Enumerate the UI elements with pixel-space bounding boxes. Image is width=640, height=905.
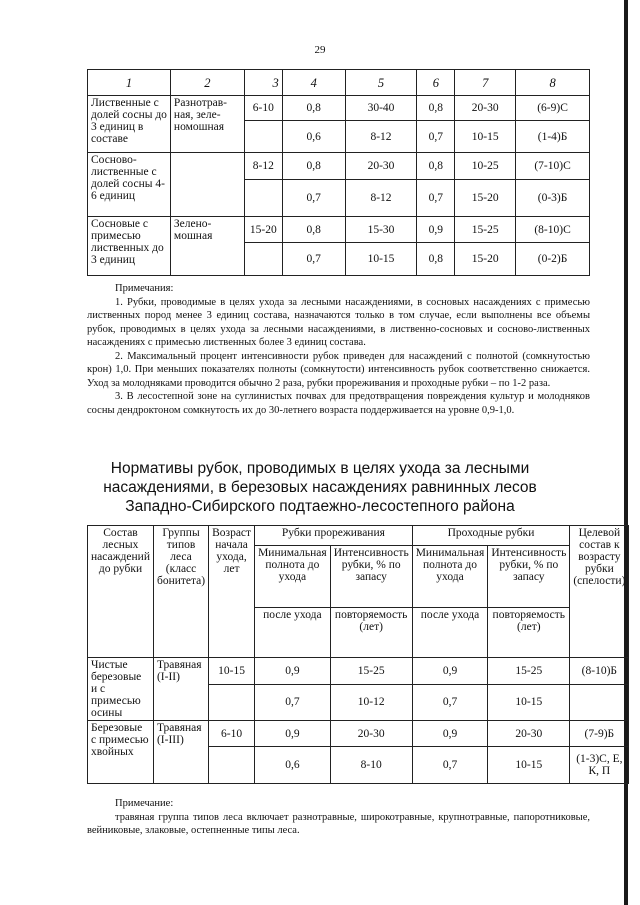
value-cell: 0,8: [282, 217, 345, 243]
forest-type-cell: [170, 153, 244, 217]
value-cell: 0,7: [417, 180, 455, 217]
col-header-7: 7: [455, 70, 516, 96]
header-age: Возраст начала ухода, лет: [209, 526, 255, 658]
table-header-row: [88, 70, 590, 96]
header-thinning: Рубки прореживания: [255, 526, 413, 546]
col-header-8: 8: [516, 70, 590, 96]
value-cell: 0,7: [255, 684, 331, 720]
value-cell: (8-10)Б: [570, 658, 629, 685]
forest-type-cell: Зелено-мошная: [170, 217, 244, 276]
value-cell: 0,6: [282, 121, 345, 153]
col-header-3: 3: [244, 70, 282, 96]
composition-cell: Сосново-лиственные с долей сосны 4-6 единиц: [88, 153, 171, 217]
value-cell: (1-4)Б: [516, 121, 590, 153]
value-cell: 10-15: [455, 121, 516, 153]
age-cell: 6-10: [244, 96, 282, 121]
col-header-6: 6: [417, 70, 455, 96]
value-cell: 0,8: [417, 153, 455, 180]
composition-cell: Чистые березовые и с примесью осины: [88, 658, 154, 721]
value-cell: (0-2)Б: [516, 243, 590, 276]
col-header-1: 1: [88, 70, 171, 96]
value-cell: 10-15: [345, 243, 417, 276]
header-after: после ухода: [412, 608, 488, 658]
empty-cell: [209, 684, 255, 720]
value-cell: 0,8: [282, 153, 345, 180]
age-cell: 6-10: [209, 721, 255, 747]
table-pine-stands: [87, 69, 590, 276]
table-row: [88, 217, 590, 243]
value-cell: 0,9: [412, 658, 488, 685]
age-cell: 10-15: [209, 658, 255, 685]
value-cell: 15-20: [455, 180, 516, 217]
col-header-5: 5: [345, 70, 417, 96]
value-cell: (1-3)С, Е, К, П: [570, 747, 629, 784]
note-item: 3. В лесостепной зоне на суглинистых почвах для предотвращения повреждения культур и молодняков сосны дендроктоном сомкнутость их до 30-летнего возраста поддерживается на уровне 0,9-1,0.: [87, 391, 590, 416]
value-cell: 15-30: [345, 217, 417, 243]
value-cell: 20-30: [345, 153, 417, 180]
value-cell: 15-20: [455, 243, 516, 276]
header-forest-group: Группы типов леса (класс бонитета): [153, 526, 208, 658]
value-cell: 0,7: [282, 243, 345, 276]
value-cell: 0,8: [282, 96, 345, 121]
value-cell: 20-30: [455, 96, 516, 121]
value-cell: 0,9: [412, 721, 488, 747]
note-text: травяная группа типов леса включает разнотравные, широкотравные, крупнотравные, папоротниковые, вейниковые, злаковые, остепненные типы леса.: [87, 811, 590, 836]
table-row: [88, 96, 590, 121]
empty-cell: [244, 121, 282, 153]
header-repeat: повторяемость (лет): [330, 608, 412, 658]
col-header-2: 2: [170, 70, 244, 96]
value-cell: (8-10)С: [516, 217, 590, 243]
value-cell: 0,6: [255, 747, 331, 784]
value-cell: 8-10: [330, 747, 412, 784]
value-cell: 30-40: [345, 96, 417, 121]
forest-type-cell: Травяная (I-III): [153, 721, 208, 784]
header-min-density: Минимальная полнота до ухода: [255, 546, 331, 608]
empty-cell: [244, 243, 282, 276]
header-composition: Состав лесных насаждений до рубки: [88, 526, 154, 658]
composition-cell: Березовые с примесью хвойных: [88, 721, 154, 784]
header-intensity: Интенсивность рубки, % по запасу: [330, 546, 412, 608]
notes-heading: Примечание:: [115, 798, 174, 809]
value-cell: 15-25: [488, 658, 570, 685]
value-cell: 20-30: [488, 721, 570, 747]
value-cell: 8-12: [345, 180, 417, 217]
composition-cell: Лиственные с долей сосны до 3 единиц в составе: [88, 96, 171, 153]
value-cell: (7-9)Б: [570, 721, 629, 747]
age-cell: 8-12: [244, 153, 282, 180]
header-intensity: Интенсивность рубки, % по запасу: [488, 546, 570, 608]
note-item: 1. Рубки, проводимые в целях ухода за лесными насаждениями, в сосновых насаждениях с примесью лиственных пород менее 3 единиц состава, назначаются только в том случае, если выполнены все объемы рубок, проводимых в целях ухода за лесными насаждениями, в лиственно-сосновых и сосново-лиственных насаждениях с примесью лиственных более 3 единиц состава.: [87, 296, 590, 348]
value-cell: (7-10)С: [516, 153, 590, 180]
value-cell: 10-15: [488, 684, 570, 720]
value-cell: 15-25: [330, 658, 412, 685]
page-number: 29: [314, 44, 326, 56]
note-item: 2. Максимальный процент интенсивности рубок приведен для насаждений с полнотой (сомкнутостью крон) 1,0. При меньших показателях полноты (сомкнутости) интенсивность рубок соответственно снижается. Уход за молодняками проводится обычно 2 раза, рубки прореживания и проходные рубки – по 1-2 раза.: [87, 350, 590, 389]
table-birch-stands: [87, 525, 629, 784]
value-cell: 20-30: [330, 721, 412, 747]
value-cell: 0,9: [255, 721, 331, 747]
forest-type-cell: Травяная (I-II): [153, 658, 208, 721]
header-target: Целевой состав к возрасту рубки (спелости): [570, 526, 629, 658]
table-row: [88, 153, 590, 180]
section-title: Нормативы рубок, проводимых в целях ухода за лесными насаждениями, в березовых насаждениях равнинных лесов Западно-Сибирского подтаежно-лесостепного района: [103, 460, 537, 515]
empty-cell: [244, 180, 282, 217]
value-cell: (6-9)С: [516, 96, 590, 121]
header-passage: Проходные рубки: [412, 526, 570, 546]
col-header-4: 4: [282, 70, 345, 96]
value-cell: 8-12: [345, 121, 417, 153]
value-cell: 0,7: [412, 747, 488, 784]
empty-cell: [209, 747, 255, 784]
table-row: [88, 658, 629, 685]
value-cell: [570, 684, 629, 720]
value-cell: 0,7: [417, 121, 455, 153]
forest-type-cell: Разнотрав-ная, зеле-номошная: [170, 96, 244, 153]
notes-section-2: [87, 797, 590, 838]
table-header-row: [88, 526, 629, 546]
value-cell: 10-15: [488, 747, 570, 784]
header-after: после ухода: [255, 608, 331, 658]
value-cell: 0,9: [255, 658, 331, 685]
value-cell: 0,9: [417, 217, 455, 243]
notes-section-1: [87, 282, 590, 417]
header-min-density: Минимальная полнота до ухода: [412, 546, 488, 608]
value-cell: 15-25: [455, 217, 516, 243]
composition-cell: Сосновые с примесью лиственных до 3 единиц: [88, 217, 171, 276]
header-repeat: повторяемость (лет): [488, 608, 570, 658]
value-cell: 0,8: [417, 243, 455, 276]
value-cell: (0-3)Б: [516, 180, 590, 217]
notes-heading: Примечания:: [115, 283, 174, 294]
value-cell: 0,7: [282, 180, 345, 217]
value-cell: 10-12: [330, 684, 412, 720]
value-cell: 10-25: [455, 153, 516, 180]
table-row: [88, 721, 629, 747]
age-cell: 15-20: [244, 217, 282, 243]
value-cell: 0,8: [417, 96, 455, 121]
value-cell: 0,7: [412, 684, 488, 720]
